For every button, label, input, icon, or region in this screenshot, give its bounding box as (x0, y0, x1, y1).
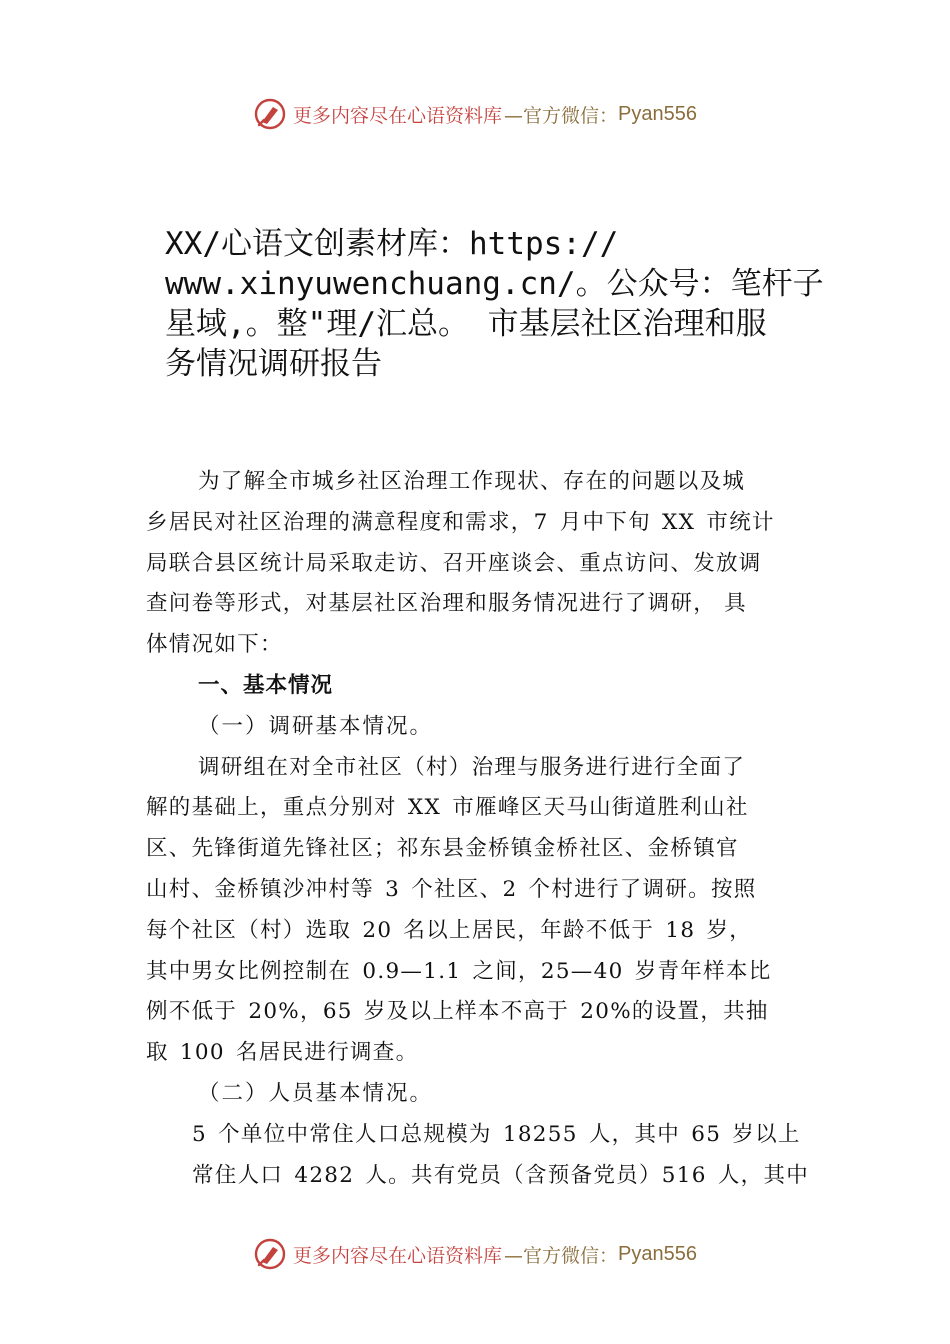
subsection-heading: （二）人员基本情况。 (198, 1080, 434, 1106)
text-line: 为了解全市城乡社区治理工作现状、存在的问题以及城 (198, 469, 746, 494)
text-line: 区、先锋街道先锋社区；祁东县金桥镇金桥社区、金桥镇官 (146, 836, 739, 862)
text-line: 调研组在对全市社区（村）治理与服务进行进行全面了 (198, 754, 746, 780)
title-line: www.xinyuwenchuang.cn/。公众号：笔杆子 (165, 266, 824, 302)
watermark-contact-label: —官方微信： (504, 1244, 619, 1267)
section-heading: 一、基本情况 (198, 672, 334, 698)
pen-nib-circle-icon (253, 1237, 287, 1271)
subsection-heading: （一）调研基本情况。 (198, 713, 434, 739)
watermark-banner-top (0, 94, 950, 134)
text-line: 5 个单位中常住人口总规模为 18255 人，其中 65 岁以上 (192, 1121, 801, 1147)
text-line: 其中男女比例控制在 0.9—1.1 之间，25—40 岁青年样本比 (146, 958, 772, 984)
watermark-brand-text: 更多内容尽在心语资料库 (293, 104, 503, 127)
text-line: 局联合县区统计局采取走访、召开座谈会、重点访问、发放调 (146, 550, 762, 576)
watermark-brand-text: 更多内容尽在心语资料库 (293, 1244, 503, 1267)
intro-paragraph (146, 462, 806, 666)
title-line: 务情况调研报告 (165, 346, 382, 382)
text-line: 山村、金桥镇沙冲村等 3 个社区、2 个村进行了调研。按照 (146, 876, 757, 902)
watermark-contact-label: —官方微信： (504, 104, 619, 127)
text-line: 体情况如下： (146, 632, 283, 658)
text-line: 常住人口 4282 人。共有党员（含预备党员）516 人，其中 (192, 1162, 810, 1188)
pen-nib-circle-icon (253, 97, 287, 131)
paragraph (146, 1115, 810, 1197)
text-line: 查问卷等形式，对基层社区治理和服务情况进行了调研， 具 (146, 591, 747, 617)
text-line: 解的基础上，重点分别对 XX 市雁峰区天马山街道胜利山社 (146, 795, 749, 821)
document-body (146, 462, 810, 1196)
paragraph (146, 748, 806, 1074)
title-line: 星域,。整"理/汇总。 市基层社区治理和服 (165, 306, 767, 342)
text-line: 乡居民对社区治理的满意程度和需求，7 月中下旬 XX 市统计 (146, 509, 775, 535)
watermark-banner-bottom (0, 1234, 950, 1274)
text-line: 每个社区（村）选取 20 名以上居民，年龄不低于 18 岁， (146, 917, 753, 943)
document-title (165, 224, 837, 384)
text-line: 取 100 名居民进行调查。 (146, 1040, 419, 1066)
watermark-wechat-id: Pyan556 (618, 102, 697, 125)
title-line: XX/心语文创素材库：https:// (165, 226, 619, 262)
text-line: 例不低于 20%，65 岁及以上样本不高于 20%的设置，共抽 (146, 999, 769, 1025)
watermark-wechat-id: Pyan556 (618, 1242, 697, 1265)
